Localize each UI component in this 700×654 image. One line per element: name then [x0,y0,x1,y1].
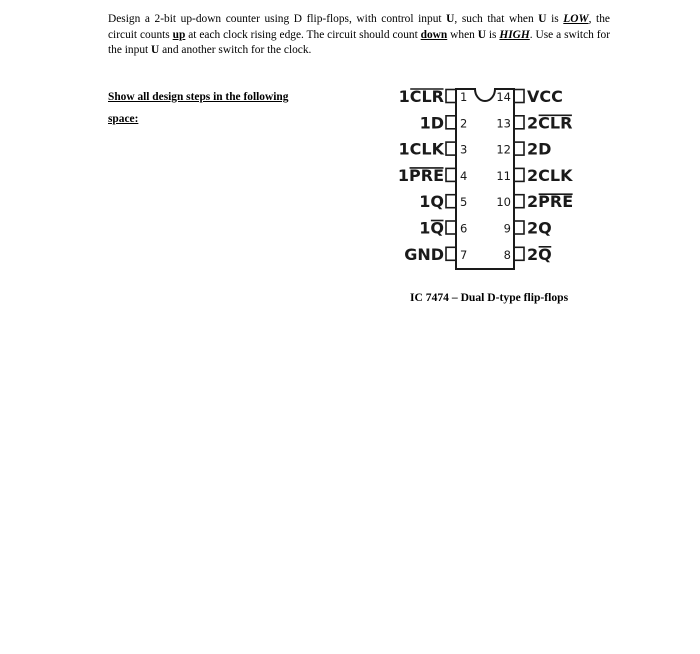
problem-statement: Design a 2-bit up-down counter using D flip-flops, with control input U, such that when U is LOW, the circuit counts up at each clock rising edge. The circuit should count down when U is HIGH. Use a switch for the input U and another switch for the clock. [108,13,611,56]
left-pin-label-5: 1Q [419,192,444,212]
left-pin-label-7: GND [404,244,444,264]
left-pin-number-3: 3 [460,142,468,157]
right-pin-number-6: 9 [503,221,511,236]
right-pin-label-5: 2PRE [527,192,574,212]
left-pin-number-2: 2 [460,116,468,131]
left-pin-label-1: 1CLR [398,87,444,106]
left-pin-box-3 [446,142,456,155]
left-pin-number-4: 4 [460,168,468,183]
right-pin-label-2: 2CLR [527,113,573,133]
right-pin-box-7 [514,247,524,260]
right-pin-number-4: 11 [496,168,511,183]
right-pin-number-3: 12 [496,142,511,157]
left-pin-number-7: 7 [460,247,468,262]
right-pin-group [496,87,573,264]
left-pin-box-1 [446,90,456,103]
right-pin-box-6 [514,221,524,234]
left-pin-number-6: 6 [460,221,468,236]
left-pin-label-6: 1Q [419,218,444,238]
right-pin-number-5: 10 [496,195,511,210]
left-pin-box-4 [446,168,456,181]
right-pin-label-7: 2Q [527,244,552,264]
left-pin-label-2: 1D [419,113,444,133]
left-pin-label-4: 1PRE [397,165,444,185]
instructions-line-1: Show all design steps in the following [108,91,289,103]
right-pin-number-7: 8 [503,247,511,262]
right-pin-box-4 [514,168,524,181]
right-pin-label-4: 2CLK [527,165,573,185]
right-pin-box-2 [514,116,524,129]
right-pin-box-5 [514,195,524,208]
left-pin-box-2 [446,116,456,129]
right-pin-box-1 [514,90,524,103]
ic-diagram [360,84,610,274]
design-instructions [108,91,288,125]
ic-7474-pinout [360,84,610,274]
right-pin-label-1: VCC [527,87,563,106]
instructions-line-2: space: [108,113,139,125]
left-pin-label-3: 1CLK [398,139,444,159]
right-pin-box-3 [514,142,524,155]
left-pin-box-6 [446,221,456,234]
right-pin-number-2: 13 [496,116,511,131]
left-pin-number-1: 1 [460,90,468,104]
left-pin-box-5 [446,195,456,208]
ic-caption: IC 7474 – Dual D-type flip-flops [410,291,569,304]
left-pin-number-5: 5 [460,195,468,210]
right-pin-number-1: 14 [496,90,511,104]
right-pin-label-3: 2D [527,139,552,159]
right-pin-label-6: 2Q [527,218,552,238]
left-pin-box-7 [446,247,456,260]
